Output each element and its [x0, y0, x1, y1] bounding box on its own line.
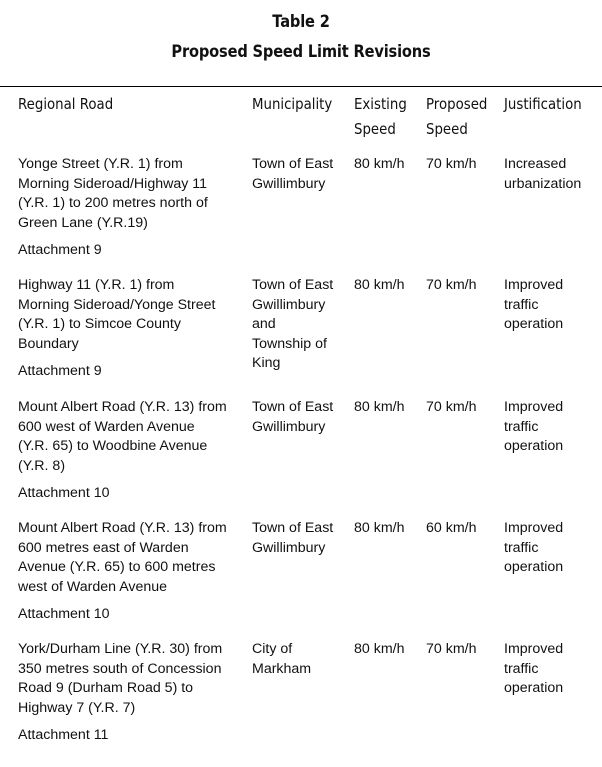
header-proposed-speed — [426, 92, 487, 142]
existing-speed-cell: 80 km/h — [354, 399, 405, 415]
proposed-speed-cell: 70 km/h — [426, 399, 477, 415]
existing-speed-cell: 80 km/h — [354, 520, 405, 536]
justification-line: operation — [504, 438, 564, 455]
road-description-line: 350 metres south of Concession — [18, 660, 222, 677]
municipality-line: Gwillimbury — [252, 539, 326, 556]
municipality-cell — [252, 276, 352, 374]
regional-road-cell — [18, 640, 250, 746]
road-description-line: Morning Sideroad/Yonge Street — [18, 296, 216, 313]
road-description-line: Morning Sideroad/Highway 11 — [18, 175, 208, 192]
justification-line: operation — [504, 680, 564, 697]
road-description-line: Avenue (Y.R. 65) to 600 metres — [18, 559, 216, 576]
municipality-line: Gwillimbury — [252, 418, 326, 435]
justification-cell — [504, 276, 600, 335]
header-regional-road: Regional Road — [18, 95, 114, 113]
proposed-speed-cell: 70 km/h — [426, 277, 477, 293]
justification-line: Improved — [504, 399, 564, 415]
municipality-line: Town of East — [252, 399, 334, 415]
justification-line: Improved — [504, 277, 564, 293]
municipality-line: Markham — [252, 660, 312, 677]
header-existing-speed — [354, 92, 407, 142]
municipality-line: Town of East — [252, 156, 334, 172]
table-caption: Proposed Speed Limit Revisions — [171, 42, 431, 62]
proposed-speed-cell: 70 km/h — [426, 156, 477, 172]
attachment-reference: Attachment 9 — [18, 242, 102, 259]
municipality-line: Gwillimbury — [252, 296, 326, 313]
justification-line: traffic — [504, 539, 539, 556]
justification-cell — [504, 155, 600, 194]
road-description-line: 600 west of Warden Avenue — [18, 418, 195, 435]
road-description-line: Yonge Street (Y.R. 1) from — [18, 156, 183, 172]
existing-speed-cell: 80 km/h — [354, 156, 405, 172]
municipality-cell — [252, 155, 352, 194]
regional-road-cell — [18, 519, 250, 625]
municipality-cell — [252, 519, 352, 558]
justification-line: operation — [504, 316, 564, 333]
road-description-line: Mount Albert Road (Y.R. 13) from — [18, 399, 227, 415]
municipality-cell — [252, 398, 352, 437]
road-description-line: Mount Albert Road (Y.R. 13) from — [18, 520, 227, 536]
header-justification: Justification — [504, 95, 582, 113]
road-description-line: (Y.R. 1) to Simcoe County — [18, 316, 181, 333]
table-header-row — [0, 92, 602, 142]
municipality-line: and — [252, 316, 276, 333]
justification-cell — [504, 519, 600, 578]
justification-line: operation — [504, 559, 564, 576]
road-description-line: 600 metres east of Warden — [18, 539, 189, 556]
justification-line: traffic — [504, 418, 539, 435]
road-description-line: west of Warden Avenue — [18, 578, 168, 595]
justification-cell — [504, 640, 600, 699]
justification-line: Improved — [504, 520, 564, 536]
attachment-reference: Attachment 10 — [18, 606, 110, 623]
existing-speed-cell: 80 km/h — [354, 641, 405, 657]
attachment-reference: Attachment 11 — [18, 727, 109, 744]
road-description-line: Boundary — [18, 335, 79, 352]
road-description-line: Highway 7 (Y.R. 7) — [18, 699, 136, 716]
road-description-line: Green Lane (Y.R.19) — [18, 214, 148, 231]
header-existing-line-1: Existing — [354, 95, 407, 113]
road-description-line: (Y.R. 65) to Woodbine Avenue — [18, 438, 208, 455]
municipality-cell — [252, 640, 352, 679]
road-description-line: (Y.R. 1) to 200 metres north of — [18, 195, 208, 212]
justification-cell — [504, 398, 600, 457]
regional-road-cell — [18, 276, 250, 382]
attachment-reference: Attachment 9 — [18, 363, 102, 380]
proposed-speed-cell: 60 km/h — [426, 520, 477, 536]
municipality-line: Township of — [252, 335, 327, 352]
header-proposed-line-1: Proposed — [426, 95, 488, 113]
header-existing-line-2: Speed — [354, 120, 396, 138]
existing-speed-cell: 80 km/h — [354, 277, 405, 293]
justification-line: Improved — [504, 641, 564, 657]
regional-road-cell — [18, 155, 250, 261]
proposed-speed-cell: 70 km/h — [426, 641, 477, 657]
municipality-line: Town of East — [252, 520, 334, 536]
header-rule — [0, 86, 602, 87]
attachment-reference: Attachment 10 — [18, 485, 110, 502]
table-number: Table 2 — [272, 12, 330, 32]
municipality-line: Gwillimbury — [252, 175, 326, 192]
justification-line: traffic — [504, 296, 539, 313]
road-description-line: York/Durham Line (Y.R. 30) from — [18, 641, 223, 657]
regional-road-cell — [18, 398, 250, 504]
header-municipality: Municipality — [252, 95, 333, 113]
municipality-line: King — [252, 355, 281, 372]
road-description-line: Road 9 (Durham Road 5) to — [18, 680, 194, 697]
justification-line: traffic — [504, 660, 539, 677]
justification-line: Increased — [504, 156, 567, 172]
municipality-line: Town of East — [252, 277, 334, 293]
municipality-line: City of — [252, 641, 293, 657]
road-description-line: Highway 11 (Y.R. 1) from — [18, 277, 175, 293]
justification-line: urbanization — [504, 175, 582, 192]
road-description-line: (Y.R. 8) — [18, 457, 66, 474]
header-proposed-line-2: Speed — [426, 120, 468, 138]
